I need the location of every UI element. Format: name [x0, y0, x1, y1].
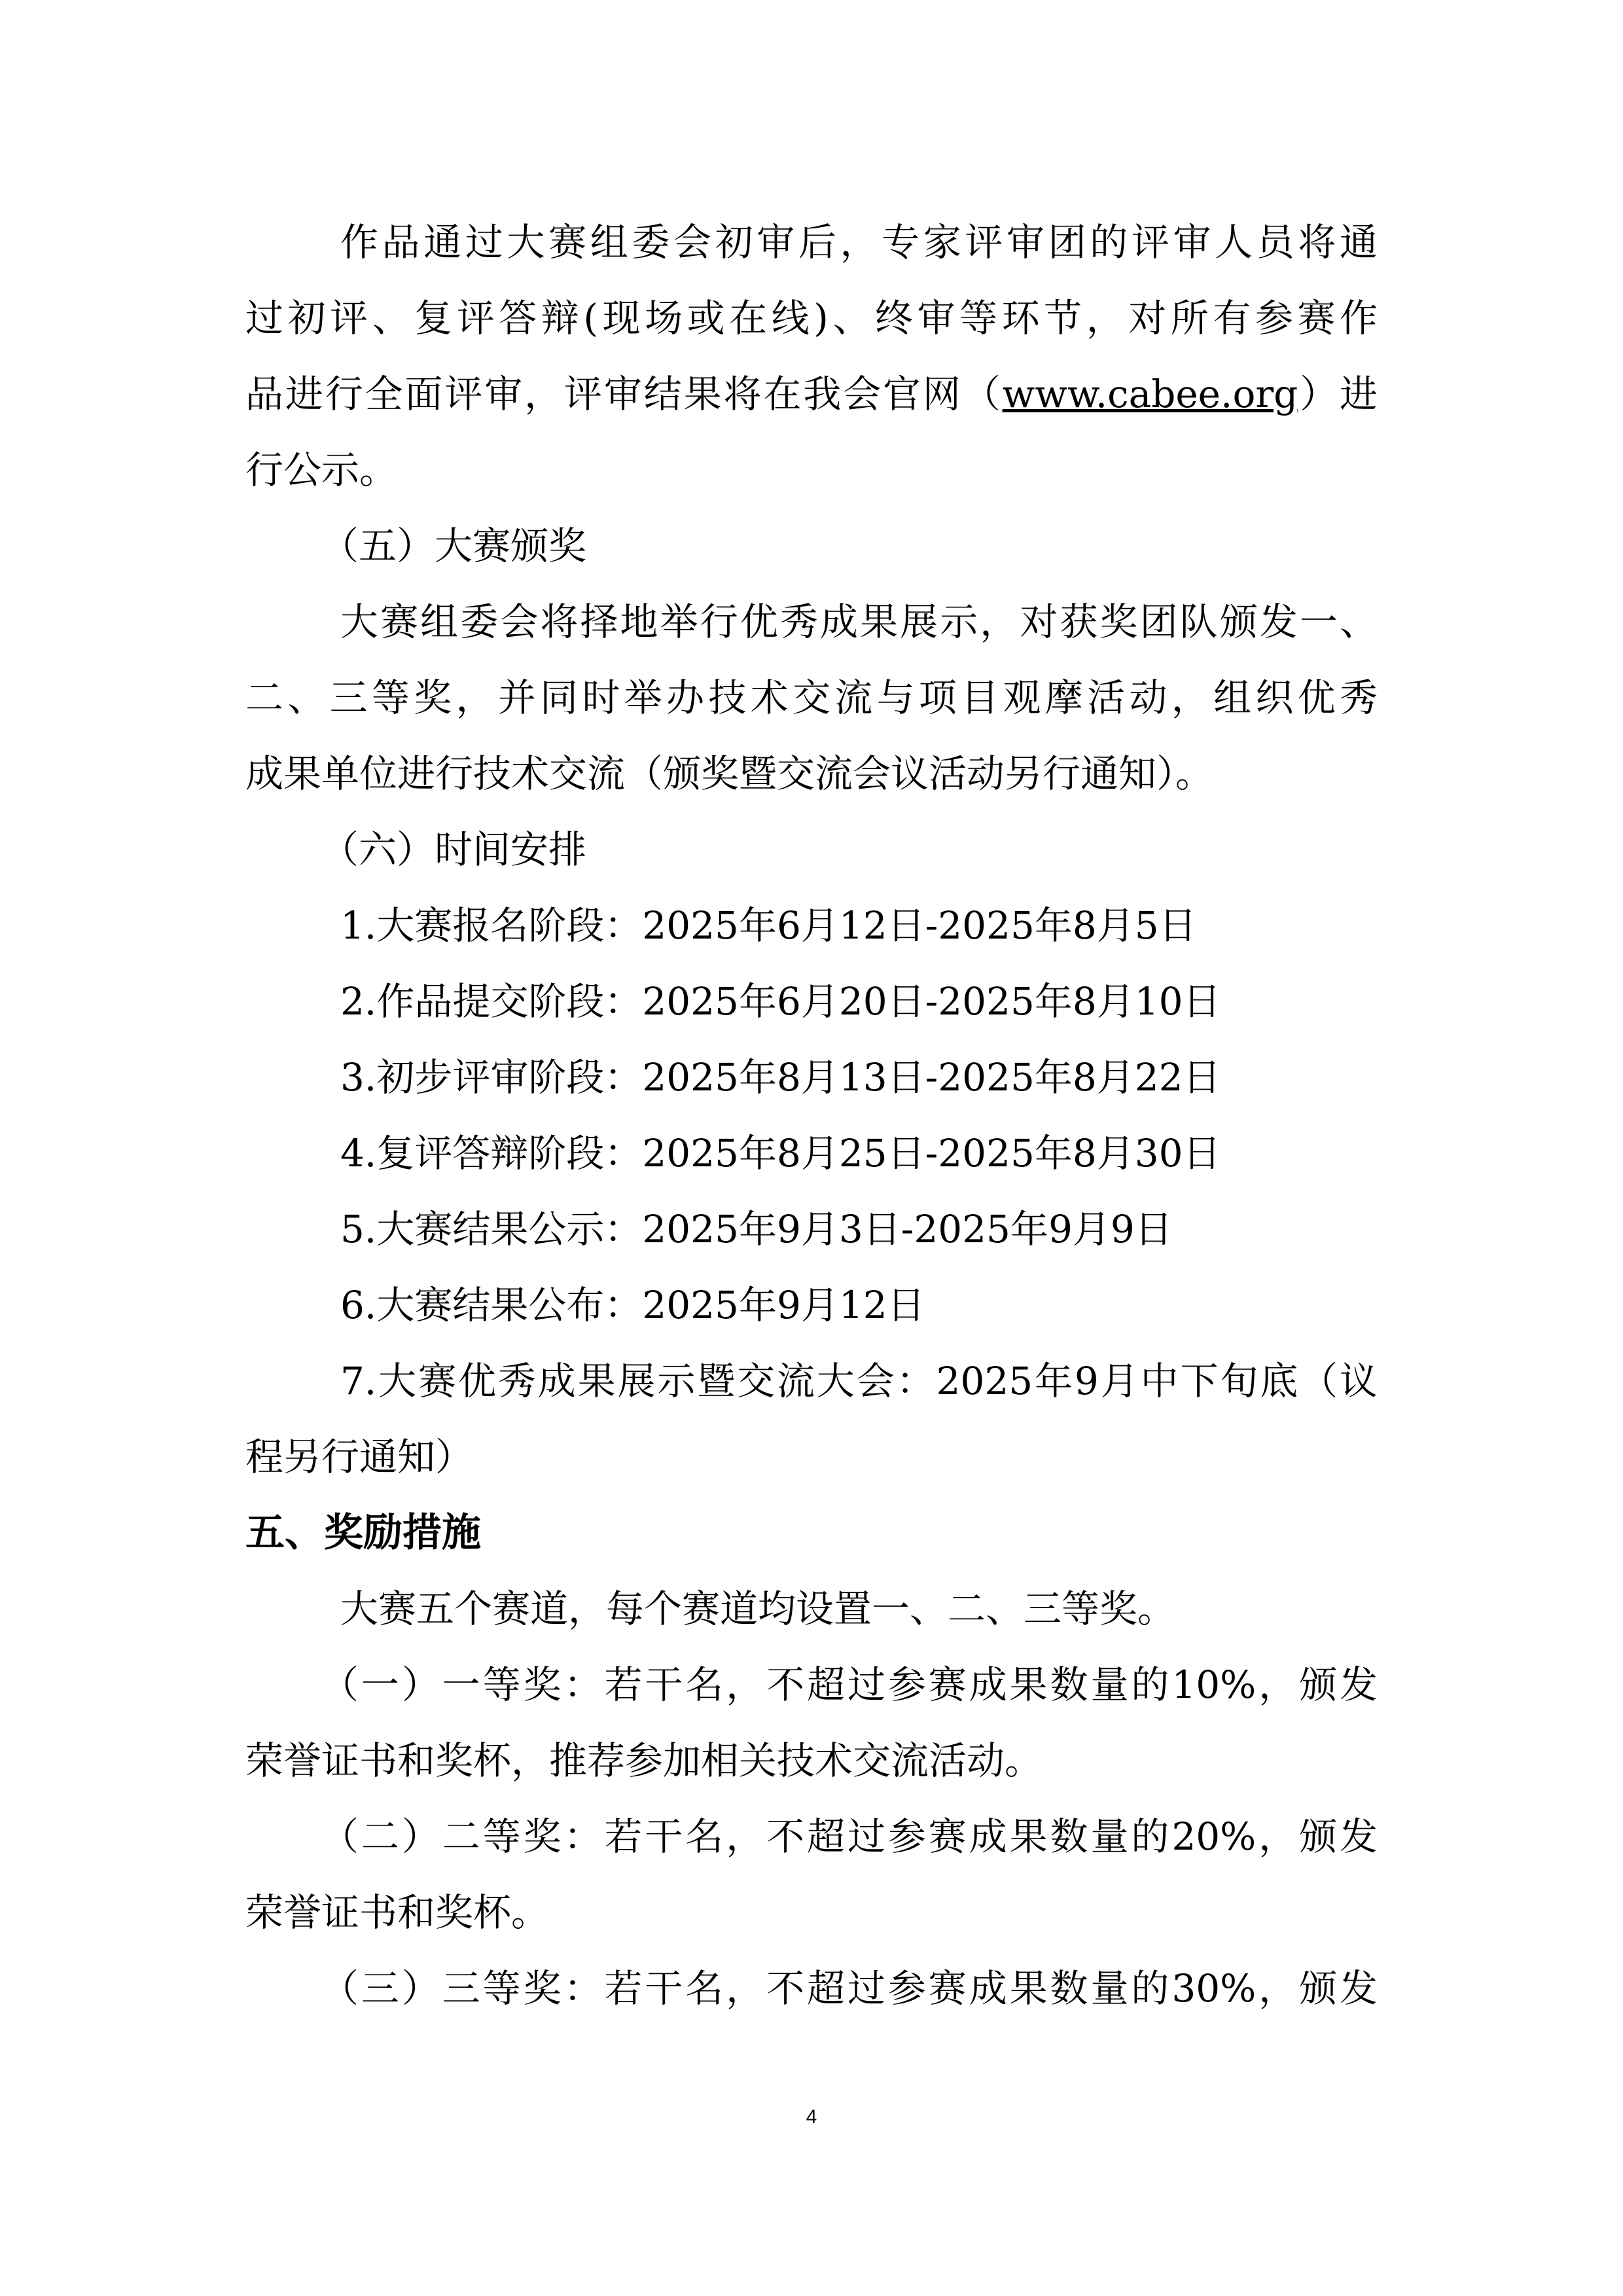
- schedule-item: 4.复评答辩阶段：2025年8月25日-2025年8月30日: [340, 1131, 1221, 1175]
- review-paragraph-text-end: ）进: [1298, 372, 1378, 416]
- schedule-item: 6.大赛结果公布：2025年9月12日: [340, 1283, 925, 1327]
- schedule-item: 5.大赛结果公示：2025年9月3日-2025年9月9日: [340, 1207, 1173, 1251]
- review-paragraph-line-2: 过初评、复评答辩(现场或在线)、终审等环节，对所有参赛作: [245, 296, 1378, 340]
- award-ceremony-line-3: 成果单位进行技术交流（颁奖暨交流会议活动另行通知）。: [245, 751, 1214, 796]
- first-prize-line-1: （一）一等奖：若干名，不超过参赛成果数量的10%，颁发: [321, 1662, 1378, 1707]
- award-ceremony-line-2: 二、三等奖，并同时举办技术交流与项目观摩活动，组织优秀: [245, 675, 1378, 720]
- review-paragraph-line-4: 行公示。: [245, 448, 398, 492]
- second-prize-line-2: 荣誉证书和奖杯。: [245, 1890, 550, 1935]
- third-prize-line-1: （三）三等奖：若干名，不超过参赛成果数量的30%，颁发: [321, 1966, 1378, 2011]
- review-paragraph-text: 品进行全面评审，评审结果将在我会官网（: [245, 372, 1003, 416]
- first-prize-line-2: 荣誉证书和奖杯，推荐参加相关技术交流活动。: [245, 1738, 1043, 1783]
- schedule-item-7-line-2: 程另行通知）: [245, 1435, 474, 1479]
- schedule-item: 3.初步评审阶段：2025年8月13日-2025年8月22日: [340, 1055, 1221, 1100]
- page-number: 4: [806, 2106, 817, 2128]
- rewards-heading: 五、奖励措施: [245, 1510, 481, 1556]
- review-paragraph-line-3: [245, 363, 1378, 425]
- award-ceremony-heading: （五）大赛颁奖: [321, 524, 587, 568]
- website-link[interactable]: www.cabee.org: [1002, 372, 1298, 416]
- schedule-heading: （六）时间安排: [321, 827, 587, 872]
- award-ceremony-line-1: 大赛组委会将择地举行优秀成果展示，对获奖团队颁发一、: [340, 600, 1378, 644]
- review-paragraph-line-1: 作品通过大赛组委会初审后，专家评审团的评审人员将通: [340, 220, 1378, 264]
- schedule-item: 2.作品提交阶段：2025年6月20日-2025年8月10日: [340, 979, 1221, 1024]
- schedule-item-7-line-1: 7.大赛优秀成果展示暨交流大会：2025年9月中下旬底（议: [340, 1359, 1378, 1403]
- rewards-intro: 大赛五个赛道，每个赛道均设置一、二、三等奖。: [340, 1587, 1176, 1631]
- schedule-item: 1.大赛报名阶段：2025年6月12日-2025年8月5日: [340, 903, 1197, 948]
- second-prize-line-1: （二）二等奖：若干名，不超过参赛成果数量的20%，颁发: [321, 1814, 1378, 1859]
